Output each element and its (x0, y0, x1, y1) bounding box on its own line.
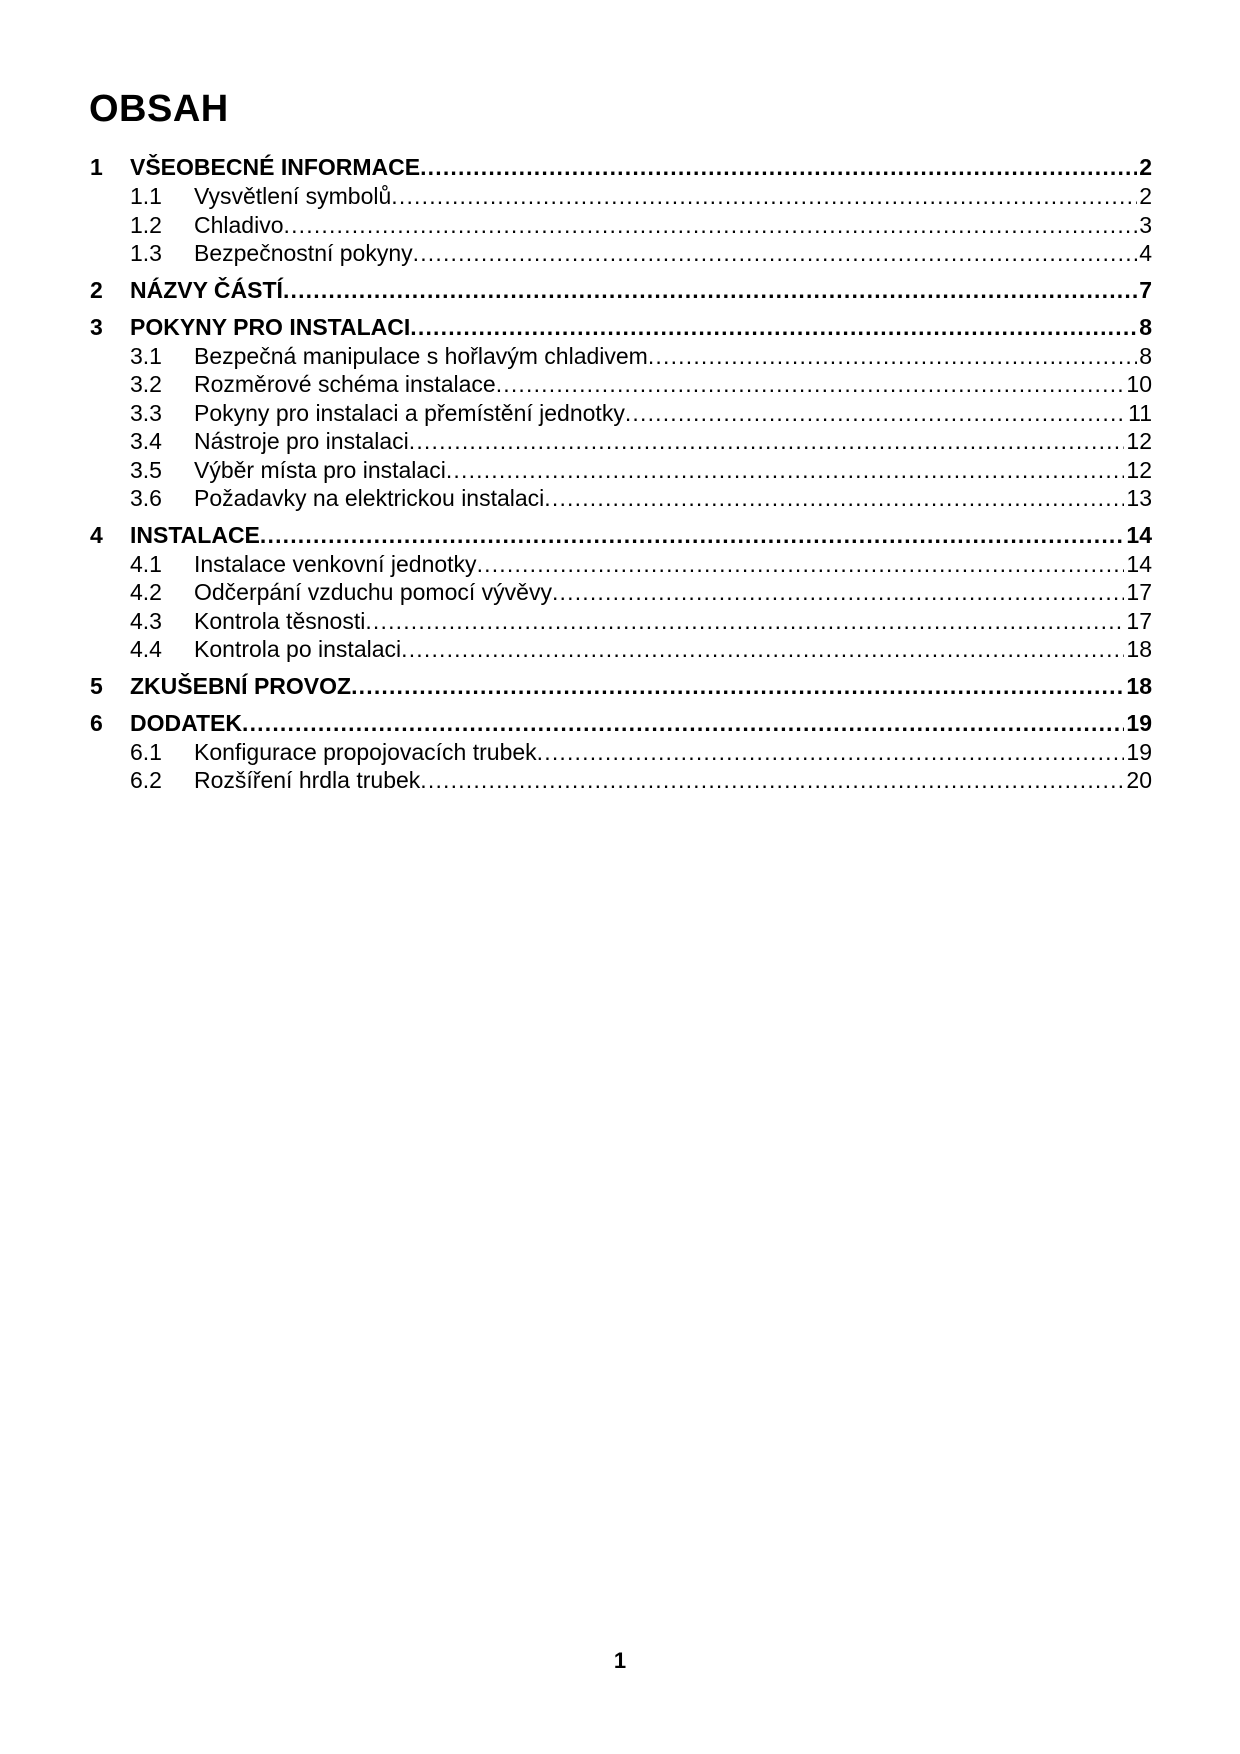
toc-entry-title: Odčerpání vzduchu pomocí vývěvy (194, 579, 552, 605)
dot-leader (284, 211, 1138, 240)
dot-leader (351, 671, 1124, 701)
toc-entry-page: 18 (1126, 672, 1152, 699)
toc-entry-number: 3.1 (130, 342, 162, 369)
dot-leader (391, 182, 1137, 211)
toc-entry-number: 1 (90, 154, 103, 180)
toc-entry-number: 1.2 (130, 211, 162, 238)
toc-entry-page: 10 (1126, 371, 1152, 397)
toc-entry-number: 4 (90, 521, 103, 548)
toc-section-3-2[interactable] (90, 370, 1152, 399)
dot-leader (410, 312, 1137, 342)
toc-entry-title: Bezpečnostní pokyny (194, 240, 413, 266)
toc-entry-number: 4.3 (130, 607, 162, 634)
toc-section-6-1[interactable] (90, 738, 1152, 767)
dot-leader (242, 708, 1124, 738)
toc-entry-title: VŠEOBECNÉ INFORMACE (130, 154, 421, 180)
toc-chapter-5[interactable] (90, 671, 1152, 701)
dot-leader (544, 484, 1124, 513)
toc-entry-page: 8 (1139, 313, 1152, 340)
toc-entry-number: 3.6 (130, 485, 162, 511)
toc-section-3-6[interactable] (90, 484, 1152, 513)
toc-entry-title: Kontrola těsnosti (194, 607, 366, 634)
toc-entry-page: 13 (1126, 485, 1152, 511)
toc-chapter-2[interactable] (90, 275, 1152, 305)
toc-entry-page: 12 (1126, 428, 1152, 454)
toc-entry-number: 3.5 (130, 456, 162, 483)
page-title: OBSAH (89, 88, 229, 130)
toc-entry-page: 2 (1139, 154, 1152, 180)
toc-section-1-3[interactable] (90, 239, 1152, 268)
toc-section-4-4[interactable] (90, 635, 1152, 664)
toc-entry-number: 6.2 (130, 767, 162, 793)
toc-entry-number: 3 (90, 313, 103, 340)
toc-entry-page: 8 (1139, 342, 1152, 369)
toc-entry-page: 2 (1139, 183, 1152, 209)
dot-leader (365, 607, 1124, 636)
toc-entry-page: 11 (1128, 399, 1152, 426)
dot-leader (409, 427, 1125, 456)
toc-entry-title: ZKUŠEBNÍ PROVOZ (130, 672, 352, 699)
toc-entry-title: Instalace venkovní jednotky (194, 550, 477, 577)
toc-section-3-5[interactable] (90, 456, 1152, 485)
toc-entry-number: 6 (90, 709, 103, 736)
toc-section-4-3[interactable] (90, 607, 1152, 636)
toc-chapter-6[interactable] (90, 708, 1152, 738)
toc-entry-title: Výběr místa pro instalaci (194, 456, 446, 483)
toc-section-3-3[interactable] (90, 399, 1152, 428)
toc-section-4-2[interactable] (90, 578, 1152, 607)
dot-leader (537, 738, 1125, 767)
toc-entry-page: 19 (1126, 738, 1152, 765)
toc-entry-title: Rozměrové schéma instalace (194, 371, 496, 397)
dot-leader (260, 520, 1125, 550)
toc-section-1-1[interactable] (90, 182, 1152, 211)
dot-leader (648, 342, 1137, 371)
toc-entry-number: 5 (90, 672, 103, 699)
toc-entry-title: INSTALACE (130, 521, 260, 548)
toc-entry-title: Požadavky na elektrickou instalaci (194, 485, 545, 511)
toc-entry-number: 1.1 (130, 183, 162, 209)
page-number: 1 (613, 1648, 627, 1673)
toc-entry-title: Rozšíření hrdla trubek (194, 767, 421, 793)
toc-chapter-3[interactable] (90, 312, 1152, 342)
toc-entry-number: 2 (90, 276, 103, 303)
toc-entry-page: 4 (1139, 240, 1152, 266)
toc-entry-title: Kontrola po instalaci (194, 636, 402, 662)
toc-entry-title: DODATEK (130, 709, 243, 736)
toc-entry-number: 3.3 (130, 399, 162, 426)
toc-entry-page: 7 (1139, 276, 1152, 303)
toc-entry-number: 3.2 (130, 371, 162, 397)
toc-entry-page: 18 (1126, 636, 1152, 662)
toc-entry-title: NÁZVY ČÁSTÍ (130, 276, 283, 303)
toc-section-4-1[interactable] (90, 550, 1152, 579)
toc-entry-number: 3.4 (130, 428, 162, 454)
toc-chapter-1[interactable] (90, 152, 1152, 182)
toc-entry-title: Konfigurace propojovacích trubek (194, 738, 537, 765)
dot-leader (401, 635, 1124, 664)
dot-leader (413, 239, 1138, 268)
toc-entry-number: 4.2 (130, 579, 162, 605)
toc-entry-number: 1.3 (130, 240, 162, 266)
toc-entry-title: Nástroje pro instalaci (194, 428, 409, 454)
toc-entry-number: 6.1 (130, 738, 162, 765)
dot-leader (496, 370, 1125, 399)
toc-entry-page: 14 (1126, 550, 1152, 577)
toc-entry-page: 20 (1126, 767, 1152, 793)
toc-entry-number: 4.4 (130, 636, 162, 662)
toc-entry-page: 19 (1126, 709, 1152, 736)
toc-section-6-2[interactable] (90, 766, 1152, 795)
dot-leader (552, 578, 1124, 607)
dot-leader (446, 456, 1125, 485)
toc-entry-title: Vysvětlení symbolů (194, 183, 392, 209)
toc-entry-title: Pokyny pro instalaci a přemístění jednotky (194, 399, 625, 426)
toc-entry-page: 3 (1139, 211, 1152, 238)
toc-entry-title: Bezpečná manipulace s hořlavým chladivem (194, 342, 648, 369)
toc-entry-title: POKYNY PRO INSTALACI (130, 313, 411, 340)
toc-section-1-2[interactable] (90, 211, 1152, 240)
toc-entry-number: 4.1 (130, 550, 162, 577)
dot-leader (283, 275, 1137, 305)
toc-entry-page: 14 (1126, 521, 1152, 548)
toc-chapter-4[interactable] (90, 520, 1152, 550)
table-of-contents (90, 152, 1152, 795)
toc-entry-page: 17 (1126, 607, 1152, 634)
toc-entry-title: Chladivo (194, 211, 284, 238)
dot-leader (477, 550, 1125, 579)
toc-entry-page: 12 (1126, 456, 1152, 483)
toc-section-3-4[interactable] (90, 427, 1152, 456)
dot-leader (625, 399, 1126, 428)
dot-leader (420, 766, 1124, 795)
toc-entry-page: 17 (1126, 579, 1152, 605)
toc-section-3-1[interactable] (90, 342, 1152, 371)
dot-leader (420, 152, 1137, 182)
